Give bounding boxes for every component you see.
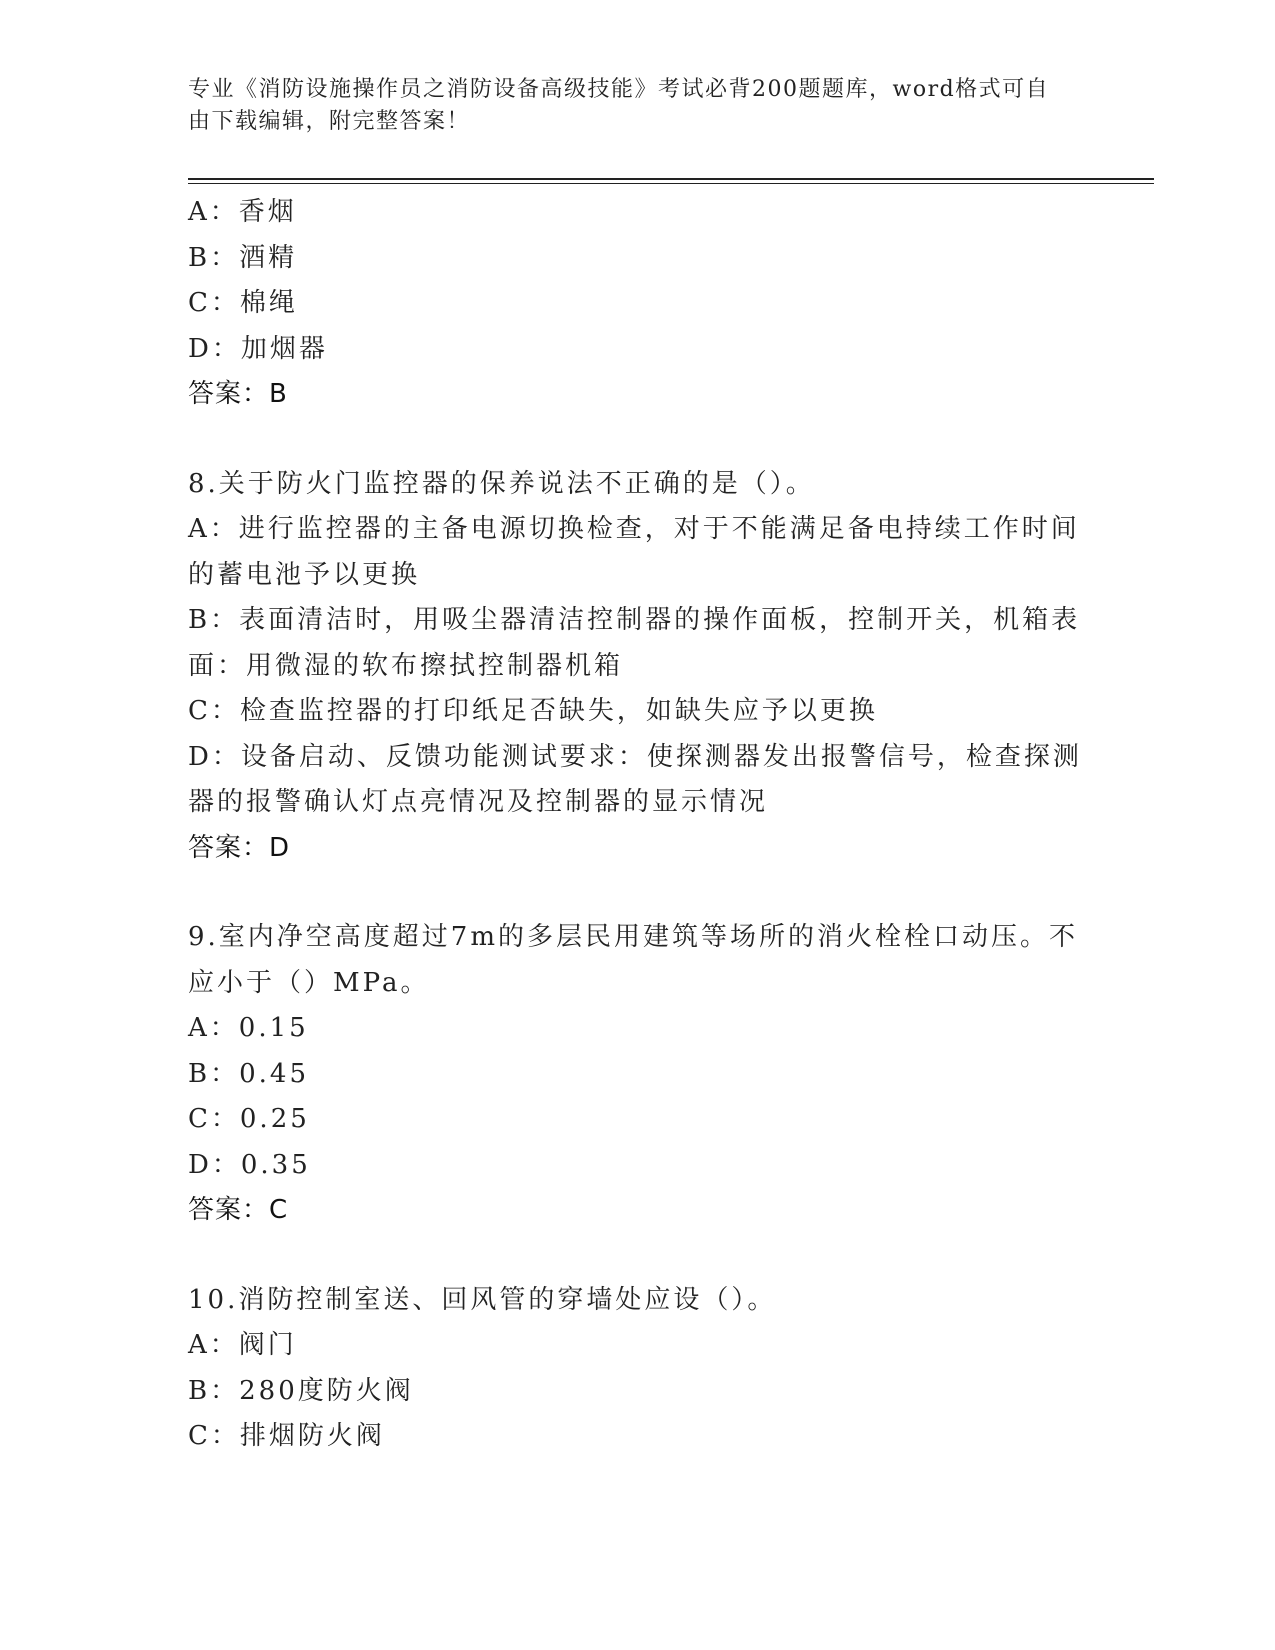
question-text: 8.关于防火门监控器的保养说法不正确的是（）。 — [188, 468, 815, 499]
option-b: B：280度防火阀 — [188, 1375, 414, 1406]
question-list — [188, 190, 1088, 1460]
option-b: B：表面清洁时，用吸尘器清洁控制器的操作面板，控制开关，机箱表面：用微湿的软布擦拭控制器机箱 — [188, 605, 1081, 681]
option-a: A：0.15 — [188, 1013, 309, 1043]
document-header: 专业《消防设施操作员之消防设备高级技能》考试必背200题题库，word格式可自由下载编辑，附完整答案！ — [188, 77, 1050, 134]
question-block-8 — [188, 462, 1088, 872]
question-text: 9.室内净空高度超过7m的多层民用建筑等场所的消火栓栓口动压。不应小于（）MPa。 — [188, 922, 1079, 998]
option-d: D：0.35 — [188, 1149, 311, 1180]
question-text: 10.消防控制室送、回风管的穿墙处应设（）。 — [188, 1284, 777, 1315]
option-c: C：排烟防火阀 — [188, 1421, 385, 1451]
option-d: D：加烟器 — [188, 333, 328, 364]
option-b: B：酒精 — [188, 242, 298, 273]
option-c: C：检查监控器的打印纸足否缺失，如缺失应予以更换 — [188, 696, 878, 726]
header-divider-thick — [188, 178, 1154, 180]
option-a: A：香烟 — [188, 197, 297, 227]
option-a: A：阀门 — [188, 1330, 297, 1360]
option-c: C：棉绳 — [188, 288, 298, 318]
option-c: C：0.25 — [188, 1104, 310, 1134]
option-d: D：设备启动、反馈功能测试要求：使探测器发出报警信号，检查探测器的报警确认灯点亮情况及控制器的显示情况 — [188, 741, 1082, 817]
question-block-7 — [188, 190, 1088, 418]
question-block-10 — [188, 1278, 1088, 1460]
header-divider-thin — [188, 183, 1154, 184]
answer-line: 答案：D — [188, 832, 291, 863]
option-a: A：进行监控器的主备电源切换检查，对于不能满足备电持续工作时间的蓄电池予以更换 — [188, 514, 1080, 590]
option-b: B：0.45 — [188, 1058, 309, 1089]
answer-line: 答案：C — [188, 1195, 289, 1225]
answer-line: 答案：B — [188, 379, 288, 409]
question-block-9 — [188, 915, 1088, 1234]
